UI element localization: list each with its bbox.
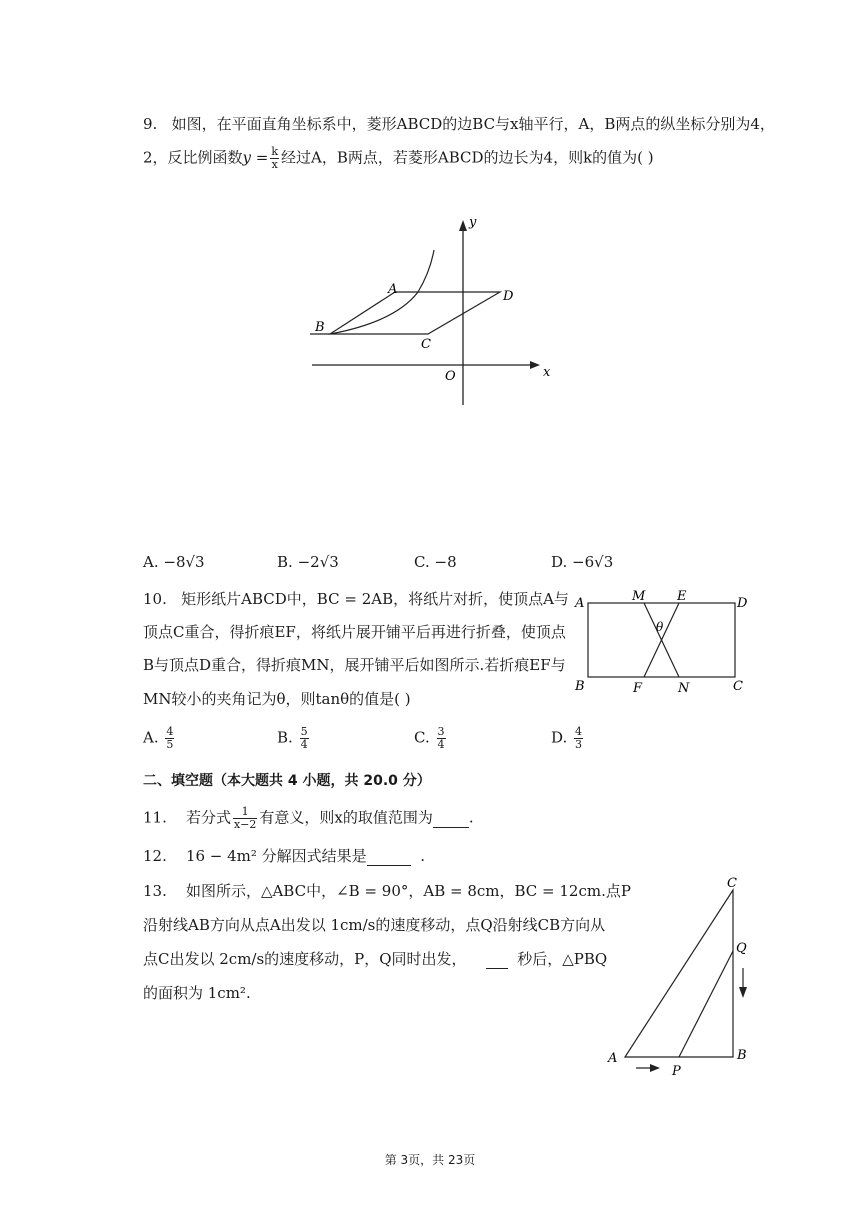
- option-value: −8: [434, 553, 457, 571]
- option-letter: C.: [414, 728, 430, 747]
- q13-number: 13.: [143, 882, 167, 900]
- q9-label-c: C: [421, 337, 431, 352]
- q11-line: [143, 806, 474, 831]
- q9-y-arrow-icon: [459, 220, 467, 231]
- q10-option-a[interactable]: [143, 726, 176, 751]
- fraction-num: 4: [166, 725, 174, 738]
- q13-text-line1: 如图所示，△ABC中，∠B = 90°，AB = 8cm，BC = 12cm.点P: [185, 882, 631, 900]
- q13-segment-pq: [679, 951, 733, 1057]
- q9-text-line2a: 2，反比例函数: [143, 148, 243, 167]
- q9-option-a[interactable]: [143, 553, 205, 571]
- q13-label-c: C: [727, 876, 737, 891]
- q13-text-line3a: 点C出发以 2cm/s的速度移动，P，Q同时出发，: [143, 950, 467, 968]
- q13-label-q: Q: [736, 941, 747, 956]
- q13-label-p: P: [672, 1064, 681, 1079]
- q10-option-d[interactable]: [551, 726, 585, 751]
- q10-label-a: A: [575, 596, 585, 611]
- q9-label-x: x: [543, 365, 551, 380]
- option-letter: B.: [277, 553, 293, 571]
- q10-line1: [143, 588, 569, 609]
- q12-answer-blank[interactable]: [367, 847, 411, 866]
- q10-line4: MN较小的夹角记为θ，则tanθ的值是( ): [143, 690, 411, 708]
- q9-label-o: O: [445, 369, 456, 384]
- q13-answer-blank[interactable]: [486, 950, 508, 969]
- q10-line3: B与顶点D重合，得折痕MN，展开铺平后如图所示.若折痕EF与: [143, 656, 566, 674]
- option-letter: A.: [143, 553, 159, 571]
- page-footer: 第 3页，共 23页: [384, 1153, 476, 1167]
- q9-label-a: A: [388, 282, 398, 297]
- q13-triangle-abc: [625, 890, 733, 1057]
- option-fraction: [574, 726, 583, 751]
- q11-fraction-den: x−2: [233, 818, 257, 831]
- q11-text-post: 有意义，则x的取值范围为: [259, 808, 433, 827]
- q11-text-pre: 若分式: [185, 808, 231, 827]
- q9-line2: [143, 146, 654, 171]
- q10-label-theta: θ: [656, 620, 664, 634]
- q10-option-c[interactable]: [414, 726, 448, 751]
- q11-answer-blank[interactable]: [433, 809, 469, 828]
- q9-label-d: D: [503, 289, 514, 304]
- q11-fraction: [233, 806, 257, 831]
- q10-label-f: F: [633, 681, 643, 696]
- q11-text-end: .: [468, 808, 474, 827]
- q9-option-b[interactable]: [277, 553, 339, 571]
- q13-down-arrow-icon: [739, 987, 747, 998]
- q13-text-line3b: 秒后，△PBQ: [517, 950, 608, 968]
- q10-label-m: M: [632, 589, 646, 604]
- fraction-num: 4: [575, 725, 583, 738]
- option-fraction: [437, 726, 446, 751]
- q9-text-line1: 如图，在平面直角坐标系中，菱形ABCD的边BC与x轴平行，A，B两点的纵坐标分别为4，: [171, 115, 775, 133]
- section-heading-fill-in: 二、填空题（本大题共 4 小题，共 20.0 分）: [143, 773, 431, 789]
- option-letter: B.: [277, 728, 293, 747]
- q9-label-b: B: [315, 320, 325, 335]
- q13-label-b: B: [737, 1048, 747, 1063]
- q9-label-y: y: [469, 215, 477, 230]
- q10-label-e: E: [677, 589, 687, 604]
- q13-label-a: A: [608, 1051, 618, 1066]
- option-fraction: [165, 726, 174, 751]
- fraction-den: 5: [166, 738, 174, 751]
- option-letter: D.: [551, 728, 568, 747]
- q10-number: 10.: [143, 590, 167, 608]
- q9-fraction-num: k: [271, 145, 279, 158]
- q9-figure: [300, 210, 570, 410]
- option-fraction: [300, 726, 309, 751]
- fraction-den: 3: [575, 738, 583, 751]
- q10-label-c: C: [733, 679, 743, 694]
- fraction-num: 5: [300, 725, 308, 738]
- q13-right-arrow-icon: [650, 1064, 660, 1072]
- q12-text-end: .: [420, 847, 426, 865]
- option-value: −2√3: [297, 553, 339, 571]
- q9-option-d[interactable]: [551, 553, 613, 571]
- option-letter: C.: [414, 553, 430, 571]
- option-letter: D.: [551, 553, 568, 571]
- q9-hyperbola-curve: [330, 250, 434, 334]
- q11-number: 11.: [143, 808, 167, 827]
- q12-line: [143, 845, 425, 866]
- q12-text: 16 − 4m² 分解因式结果是: [185, 847, 367, 865]
- q13-figure: [600, 876, 770, 1080]
- option-letter: A.: [143, 728, 159, 747]
- q13-line3: [143, 948, 607, 969]
- q13-line4: 的面积为 1cm².: [143, 984, 251, 1002]
- q10-text-line1: 矩形纸片ABCD中，BC = 2AB，将纸片对折，使顶点A与: [181, 590, 569, 608]
- fraction-den: 4: [437, 738, 445, 751]
- q9-x-arrow-icon: [530, 361, 540, 369]
- q10-option-b[interactable]: [277, 726, 311, 751]
- fraction-den: 4: [300, 738, 308, 751]
- q10-figure: [568, 585, 758, 697]
- q10-label-d: D: [737, 596, 748, 611]
- option-value: −6√3: [572, 553, 614, 571]
- q13-line1: [143, 880, 631, 901]
- q9-line1: [143, 113, 775, 134]
- q9-text-line2b: 经过A，B两点，若菱形ABCD的边长为4，则k的值为( ): [281, 148, 654, 167]
- option-value: −8√3: [163, 553, 205, 571]
- q12-number: 12.: [143, 847, 167, 865]
- q9-fraction-den: x: [271, 158, 278, 171]
- q10-label-n: N: [678, 681, 690, 696]
- q9-function-lhs: y =: [242, 148, 269, 167]
- q13-line2: 沿射线AB方向从点A出发以 1cm/s的速度移动，点Q沿射线CB方向从: [143, 916, 606, 934]
- q9-function-fraction: [270, 146, 279, 171]
- q11-fraction-num: 1: [233, 806, 257, 819]
- q9-number: 9.: [143, 115, 158, 133]
- fraction-num: 3: [437, 725, 445, 738]
- q9-option-c[interactable]: [414, 553, 457, 571]
- q10-line2: 顶点C重合，得折痕EF，将纸片展开铺平后再进行折叠，使顶点: [143, 623, 566, 641]
- q10-label-b: B: [575, 679, 585, 694]
